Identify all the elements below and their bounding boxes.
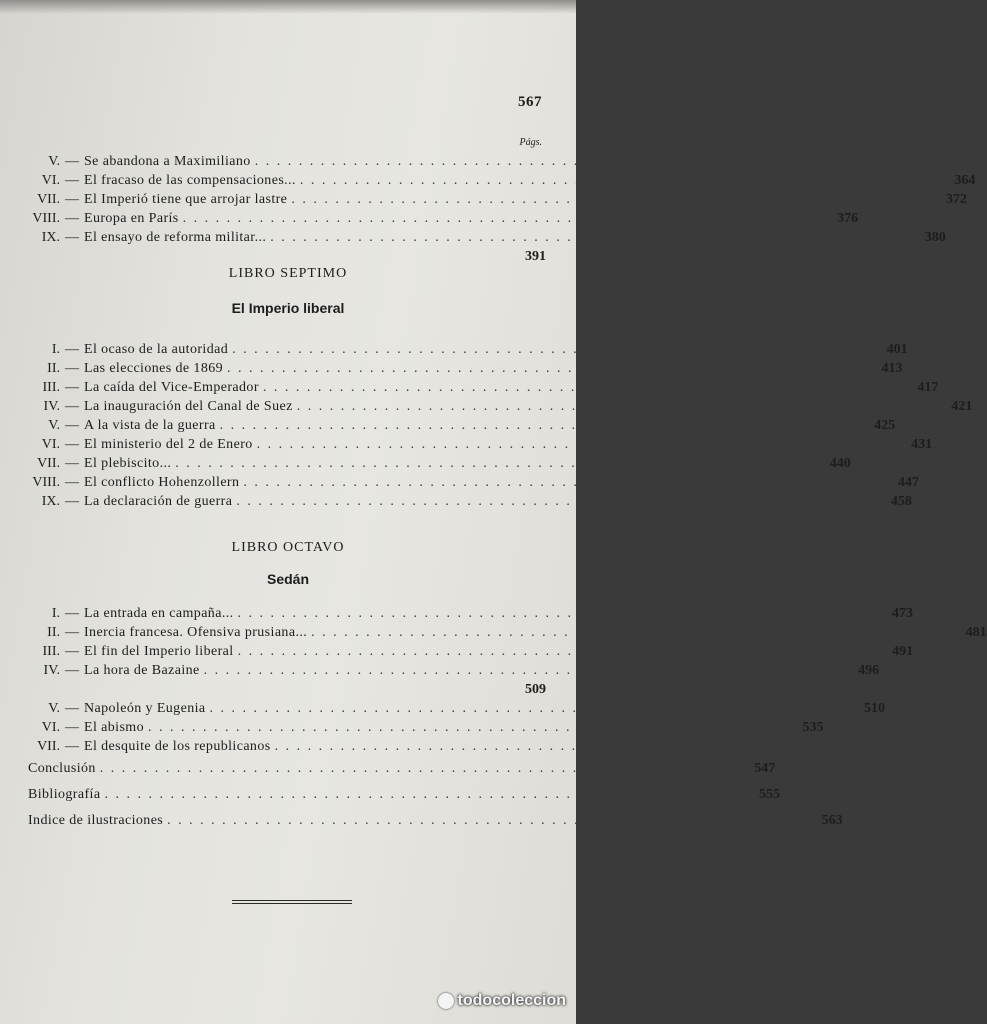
toc-entry-leader: . . . . . . . . . . . . . . . . . . . . . . . . . . . . . . . . . . . . . . . . . . . . . . . . . . . . . . . . . . . bbox=[254, 154, 899, 169]
toc-entry-page: 380 bbox=[924, 230, 946, 245]
toc-entry-number: II. bbox=[47, 625, 60, 640]
toc-libro-septimo bbox=[20, 340, 973, 511]
toc-entry-page: 391 bbox=[525, 249, 546, 264]
toc-entry-leader: . . . . . . . . . . . . . . . . . . . . . . . . . . . . . . . . . . . . . . . . . . . . . . . . . . . . . . . . . . . bbox=[262, 380, 907, 395]
toc-entry bbox=[20, 492, 912, 511]
toc-entry-page: 481 bbox=[965, 625, 987, 640]
toc-entry bbox=[20, 340, 908, 359]
toc-entry-leader: . . . . . . . . . . . . . . . . . . . . . . . . . . . . . . . . . . . . . . . . . . . . . . . . . . . . . . . . . . . bbox=[219, 418, 864, 433]
toc-entry-leader: . . . . . . . . . . . . . . . . . . . . . . . . . . . . . . . . . . . . . . . . . . . . . . . . . . . . . . . . . . . bbox=[270, 230, 914, 245]
toc-entry-number: VIII. bbox=[32, 211, 60, 226]
toc-entry-leader: . . . . . . . . . . . . . . . . . . . . . . . . . . . . . . . . . . . . . . . . . . . . . . . . . . . . . . . . . . . bbox=[227, 361, 871, 376]
toc-entry-leader: . . . . . . . . . . . . . . . . . . . . . . . . . . . . . . . . . . . . . . . . . . . . . . . . . . . . . . . . . . . bbox=[182, 211, 827, 226]
toc-entry-page: 431 bbox=[911, 437, 933, 452]
toc-entry-page: 510 bbox=[864, 701, 885, 716]
toc-entry-number: IX. bbox=[41, 230, 60, 245]
toc-entry-dash: — bbox=[65, 361, 79, 376]
toc-entry-title: El plebiscito... bbox=[84, 456, 172, 471]
toc-extra-page: 563 bbox=[821, 813, 843, 828]
toc-entry-number: I. bbox=[51, 342, 60, 357]
closing-rule bbox=[232, 900, 352, 906]
watermark-logo-icon bbox=[438, 993, 454, 1009]
toc-entry bbox=[20, 699, 885, 718]
toc-entry-number: IX. bbox=[41, 494, 60, 509]
toc-entry-number: V. bbox=[48, 154, 60, 169]
toc-entry-leader: . . . . . . . . . . . . . . . . . . . . . . . . . . . . . . . . . . . . . . . . . . . . . . . . . . . . . . . . . . . bbox=[237, 644, 882, 659]
toc-entry bbox=[20, 190, 967, 209]
toc-entry-page: 421 bbox=[951, 399, 973, 414]
toc-entry-leader: . . . . . . . . . . . . . . . . . . . . . . . . . . . . . . . . . . . . . . . . . . . . . . . . . . . . . . . . . . . bbox=[167, 813, 811, 828]
toc-entry-page: 473 bbox=[892, 606, 914, 621]
toc-entry-dash: — bbox=[65, 380, 79, 395]
toc-entry-dash: — bbox=[65, 154, 79, 169]
toc-entry-title: El fin del Imperio liberal bbox=[84, 644, 234, 659]
toc-entry-leader: . . . . . . . . . . . . . . . . . . . . . . . . . . . . . . . . . . . . . . . . . . . . . . . . . . . . . . . . . . . bbox=[237, 606, 882, 621]
toc-entry-dash: — bbox=[65, 230, 79, 245]
page-top-shadow bbox=[0, 0, 576, 14]
toc-entry-title: El conflicto Hohenzollern bbox=[84, 475, 240, 490]
toc-entry-leader: . . . . . . . . . . . . . . . . . . . . . . . . . . . . . . . . . . . . . . . . . . . . . . . . . . . . . . . . . . . bbox=[299, 173, 944, 188]
toc-entry bbox=[20, 152, 899, 171]
toc-entry bbox=[20, 623, 987, 642]
toc-entry bbox=[20, 435, 933, 454]
watermark bbox=[438, 992, 566, 1010]
toc-entry-number: III. bbox=[42, 644, 60, 659]
toc-entry-dash: — bbox=[65, 342, 79, 357]
toc-entry-number: II. bbox=[47, 361, 60, 376]
toc-entry-dash: — bbox=[65, 192, 79, 207]
toc-entry-title: El ensayo de reforma militar... bbox=[84, 230, 267, 245]
toc-entry-page: 535 bbox=[802, 720, 824, 735]
toc-entry-page: 491 bbox=[892, 644, 914, 659]
toc-entry-dash: — bbox=[65, 701, 79, 716]
toc-entry-number: VII. bbox=[37, 739, 60, 754]
toc-entry bbox=[20, 359, 903, 378]
toc-entry-leader: . . . . . . . . . . . . . . . . . . . . . . . . . . . . . . . . . . . . . . . . . . . . . . . . . . . . . . . . . . . bbox=[104, 787, 748, 802]
toc-extra-entry bbox=[20, 756, 776, 782]
toc-extra-title: Bibliografía bbox=[28, 787, 101, 802]
toc-entry-page: 413 bbox=[881, 361, 903, 376]
toc-entry bbox=[20, 737, 919, 756]
toc-entry-number: VI. bbox=[41, 437, 60, 452]
libro-octavo-heading: LIBRO OCTAVO bbox=[231, 540, 345, 555]
toc-entry-title: El Imperió tiene que arrojar lastre bbox=[84, 192, 288, 207]
toc-entry-dash: — bbox=[65, 739, 79, 754]
toc-entry-title: El desquite de los republicanos bbox=[84, 739, 271, 754]
toc-entry-page: 417 bbox=[917, 380, 939, 395]
toc-entry-number: V. bbox=[48, 701, 60, 716]
toc-entry-dash: — bbox=[65, 644, 79, 659]
toc-entry bbox=[20, 473, 919, 492]
toc-entry bbox=[20, 209, 859, 228]
toc-entry-dash: — bbox=[65, 606, 79, 621]
page-number: 567 bbox=[518, 94, 542, 110]
toc-entry-leader: . . . . . . . . . . . . . . . . . . . . . . . . . . . . . . . . . . . . . . . . . . . . . . . . . . . . . . . . . . . bbox=[232, 342, 876, 357]
toc-entry bbox=[20, 397, 973, 416]
toc-entry-leader: . . . . . . . . . . . . . . . . . . . . . . . . . . . . . . . . . . . . . . . . . . . . . . . . . . . . . . . . . . . bbox=[209, 701, 853, 716]
toc-entry-dash: — bbox=[65, 494, 79, 509]
toc-section-prev bbox=[20, 152, 976, 266]
toc-entry-leader: . . . . . . . . . . . . . . . . . . . . . . . . . . . . . . . . . . . . . . . . . . . . . . . . . . . . . . . . . . . bbox=[99, 761, 744, 776]
toc-entry-page: 496 bbox=[858, 663, 880, 678]
toc-entry-dash: — bbox=[65, 399, 79, 414]
toc-entry-title: Se abandona a Maximiliano bbox=[84, 154, 251, 169]
toc-entry-title: La caída del Vice-Emperador bbox=[84, 380, 259, 395]
toc-entry-page: 425 bbox=[874, 418, 896, 433]
toc-entry-dash: — bbox=[65, 456, 79, 471]
toc-extra-title: Conclusión bbox=[28, 761, 96, 776]
toc-entry-number: VII. bbox=[37, 456, 60, 471]
libro-septimo-subheading: El Imperio liberal bbox=[231, 300, 345, 316]
toc-entry-leader: . . . . . . . . . . . . . . . . . . . . . . . . . . . . . . . . . . . . . . . . . . . . . . . . . . . . . . . . . . . bbox=[291, 192, 935, 207]
toc-entry-dash: — bbox=[65, 437, 79, 452]
toc-entry-page: 364 bbox=[954, 173, 976, 188]
toc-entry-dash: — bbox=[65, 211, 79, 226]
toc-entry-title: Inercia francesa. Ofensiva prusiana... bbox=[84, 625, 308, 640]
toc-entry bbox=[20, 718, 824, 737]
toc-entry-title: Napoleón y Eugenia bbox=[84, 701, 206, 716]
toc-entry-dash: — bbox=[65, 663, 79, 678]
toc-entry-title: El abismo bbox=[84, 720, 144, 735]
toc-extra-page: 555 bbox=[758, 787, 780, 802]
toc-entry-page: 458 bbox=[890, 494, 912, 509]
toc-entry-leader: . . . . . . . . . . . . . . . . . . . . . . . . . . . . . . . . . . . . . . . . . . . . . . . . . . . . . . . . . . . bbox=[274, 739, 919, 754]
toc-entry-page: 372 bbox=[945, 192, 967, 207]
toc-entry-number: IV. bbox=[43, 399, 60, 414]
toc-entry bbox=[20, 416, 896, 435]
toc-extra-title: Indice de ilustraciones bbox=[28, 813, 164, 828]
toc-entry-number: VII. bbox=[37, 192, 60, 207]
toc-entry bbox=[20, 247, 546, 266]
toc-extra-entry bbox=[20, 808, 843, 834]
libro-septimo-heading: LIBRO SEPTIMO bbox=[228, 266, 348, 281]
toc-entry-number: V. bbox=[48, 418, 60, 433]
toc-entry-title: La inauguración del Canal de Suez bbox=[84, 399, 293, 414]
toc-entry-leader: . . . . . . . . . . . . . . . . . . . . . . . . . . . . . . . . . . . . . . . . . . . . . . . . . . . . . . . . . . . bbox=[203, 663, 848, 678]
toc-entry-dash: — bbox=[65, 418, 79, 433]
toc-entry-title: Europa en París bbox=[84, 211, 179, 226]
toc-entry-number: IV. bbox=[43, 663, 60, 678]
toc-entry-number: III. bbox=[42, 380, 60, 395]
toc-entry-dash: — bbox=[65, 625, 79, 640]
toc-entry-page: 376 bbox=[837, 211, 859, 226]
toc-entry-title: La hora de Bazaine bbox=[84, 663, 200, 678]
toc-entry-number: VI. bbox=[41, 173, 60, 188]
toc-entry-title: El fracaso de las compensaciones... bbox=[84, 173, 296, 188]
toc-libro-octavo bbox=[20, 604, 987, 834]
toc-entry-page: 440 bbox=[829, 456, 851, 471]
toc-entry-number: VIII. bbox=[32, 475, 60, 490]
toc-entry-leader: . . . . . . . . . . . . . . . . . . . . . . . . . . . . . . . . . . . . . . . . . . . . . . . . . . . . . . . . . . . bbox=[175, 456, 819, 471]
toc-entry bbox=[20, 661, 880, 680]
toc-entry-page: 401 bbox=[886, 342, 908, 357]
toc-entry bbox=[20, 642, 914, 661]
toc-entry-dash: — bbox=[65, 475, 79, 490]
pags-label: Págs. bbox=[519, 137, 542, 148]
toc-entry-page: 447 bbox=[897, 475, 919, 490]
toc-entry-leader: . . . . . . . . . . . . . . . . . . . . . . . . . . . . . . . . . . . . . . . . . . . . . . . . . . . . . . . . . . . bbox=[147, 720, 792, 735]
toc-entry-leader: . . . . . . . . . . . . . . . . . . . . . . . . . . . . . . . . . . . . . . . . . . . . . . . . . . . . . . . . . . . bbox=[311, 625, 955, 640]
toc-entry-title: El ocaso de la autoridad bbox=[84, 342, 229, 357]
toc-entry-number: VI. bbox=[41, 720, 60, 735]
toc-entry-page: 509 bbox=[525, 682, 546, 697]
toc-entry bbox=[20, 604, 914, 623]
toc-entry-leader: . . . . . . . . . . . . . . . . . . . . . . . . . . . . . . . . . . . . . . . . . . . . . . . . . . . . . . . . . . . bbox=[243, 475, 887, 490]
toc-entry-title: Las elecciones de 1869 bbox=[84, 361, 224, 376]
toc-entry-number: I. bbox=[51, 606, 60, 621]
toc-entry-title: A la vista de la guerra bbox=[84, 418, 216, 433]
toc-entry-dash: — bbox=[65, 720, 79, 735]
toc-entry-title: La declaración de guerra bbox=[84, 494, 233, 509]
toc-extra-page: 547 bbox=[754, 761, 776, 776]
toc-entry bbox=[20, 680, 546, 699]
toc-entry-title: El ministerio del 2 de Enero bbox=[84, 437, 253, 452]
toc-entry bbox=[20, 378, 939, 397]
toc-entry-leader: . . . . . . . . . . . . . . . . . . . . . . . . . . . . . . . . . . . . . . . . . . . . . . . . . . . . . . . . . . . bbox=[256, 437, 901, 452]
toc-entry bbox=[20, 228, 946, 247]
toc-entry bbox=[20, 171, 976, 190]
toc-entry-title: La entrada en campaña... bbox=[84, 606, 234, 621]
toc-entry-leader: . . . . . . . . . . . . . . . . . . . . . . . . . . . . . . . . . . . . . . . . . . . . . . . . . . . . . . . . . . . bbox=[296, 399, 941, 414]
toc-entry-leader: . . . . . . . . . . . . . . . . . . . . . . . . . . . . . . . . . . . . . . . . . . . . . . . . . . . . . . . . . . . bbox=[236, 494, 880, 509]
libro-octavo-subheading: Sedán bbox=[266, 571, 309, 587]
toc-extra-entry bbox=[20, 782, 780, 808]
watermark-text: todocoleccion bbox=[457, 992, 566, 1009]
toc-entry bbox=[20, 454, 851, 473]
toc-entry-dash: — bbox=[65, 173, 79, 188]
